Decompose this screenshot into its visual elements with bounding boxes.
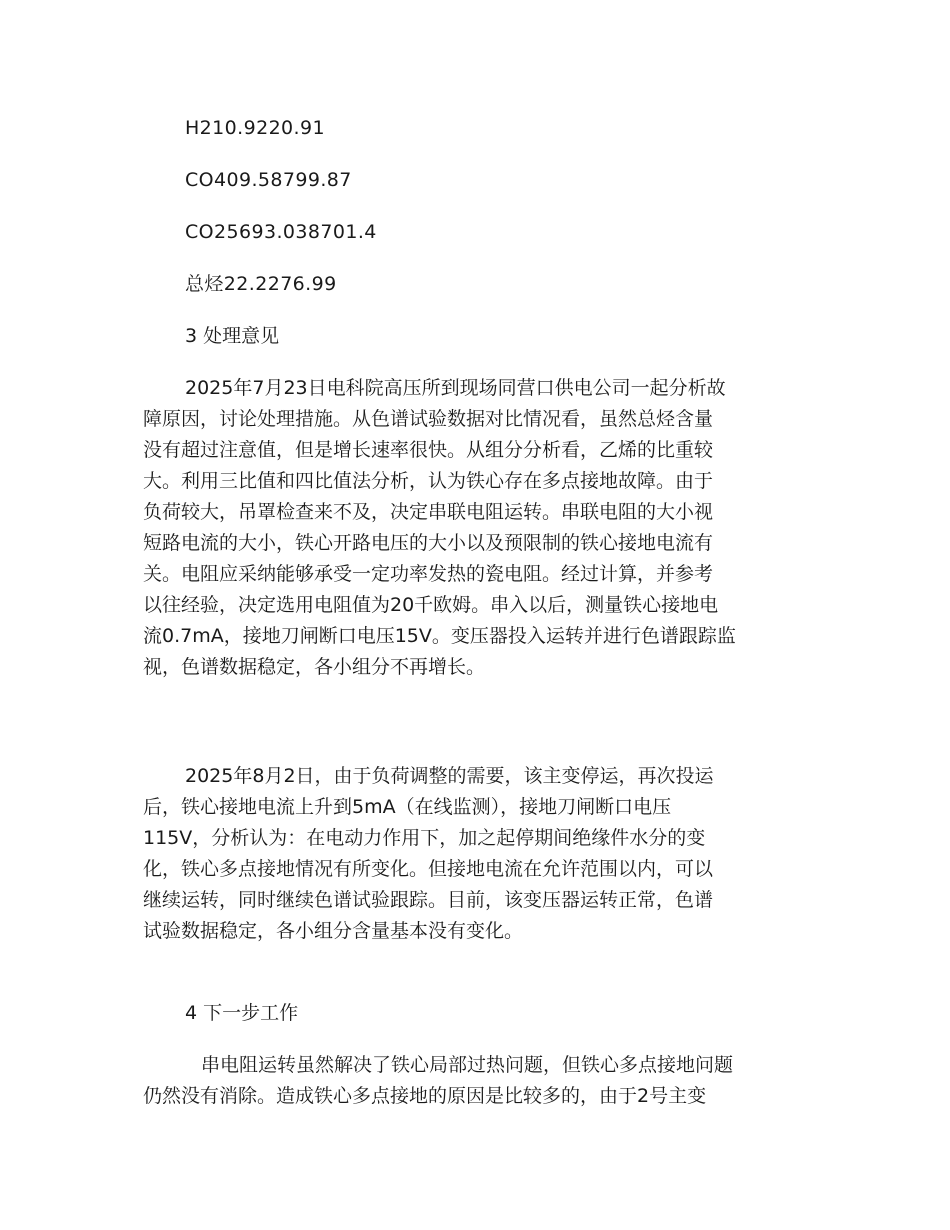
gas-row-total-hydrocarbon: 总烃22.2276.99 [185, 273, 337, 295]
section-3-paragraph-1 [143, 373, 807, 683]
paragraph-line: 仍然没有消除。造成铁心多点接地的原因是比较多的，由于2号主变 [143, 1085, 707, 1107]
paragraph-line: 后，铁心接地电流上升到5mA（在线监测），接地刀闸断口电压 [143, 796, 672, 818]
gas-row-h2: H210.9220.91 [185, 117, 325, 139]
paragraph-line: 关。电阻应采纳能够承受一定功率发热的瓷电阻。经过计算，并参考 [143, 563, 714, 585]
paragraph-line: 化，铁心多点接地情况有所变化。但接地电流在允许范围以内，可以 [143, 858, 714, 880]
gas-row-co: CO409.58799.87 [185, 169, 352, 191]
paragraph-line: 负荷较大，吊罩检查来不及，决定串联电阻运转。串联电阻的大小视 [143, 501, 714, 523]
section-4-heading: 4 下一步工作 [185, 1002, 299, 1024]
paragraph-line: 115V，分析认为：在电动力作用下，加之起停期间绝缘件水分的变 [143, 827, 706, 849]
paragraph-line: 障原因，讨论处理措施。从色谱试验数据对比情况看，虽然总烃含量 [143, 408, 714, 430]
paragraph-line: 以往经验，决定选用电阻值为20千欧姆。串入以后，测量铁心接地电 [143, 594, 719, 616]
paragraph-line: 2025年7月23日电科院高压所到现场同营口供电公司一起分析故 [185, 377, 726, 399]
paragraph-line: 试验数据稳定，各小组分含量基本没有变化。 [143, 920, 524, 942]
section-3-heading: 3 处理意见 [185, 325, 280, 347]
section-4-paragraph-1 [143, 1050, 807, 1112]
paragraph-line: 短路电流的大小，铁心开路电压的大小以及预限制的铁心接地电流有 [143, 532, 714, 554]
paragraph-line: 视，色谱数据稳定，各小组分不再增长。 [143, 656, 486, 678]
paragraph-line: 没有超过注意值，但是增长速率很快。从组分分析看，乙烯的比重较 [143, 439, 714, 461]
section-3-paragraph-2 [143, 761, 807, 947]
paragraph-line: 流0.7mA，接地刀闸断口电压15V。变压器投入运转并进行色谱跟踪监 [143, 625, 736, 647]
paragraph-line: 串电阻运转虽然解决了铁心局部过热问题，但铁心多点接地问题 [201, 1054, 734, 1076]
paragraph-line: 继续运转，同时继续色谱试验跟踪。目前，该变压器运转正常，色谱 [143, 889, 714, 911]
gas-row-co2: CO25693.038701.4 [185, 221, 377, 243]
paragraph-line: 2025年8月2日，由于负荷调整的需要，该主变停运，再次投运 [185, 765, 714, 787]
paragraph-line: 大。利用三比值和四比值法分析，认为铁心存在多点接地故障。由于 [143, 470, 714, 492]
